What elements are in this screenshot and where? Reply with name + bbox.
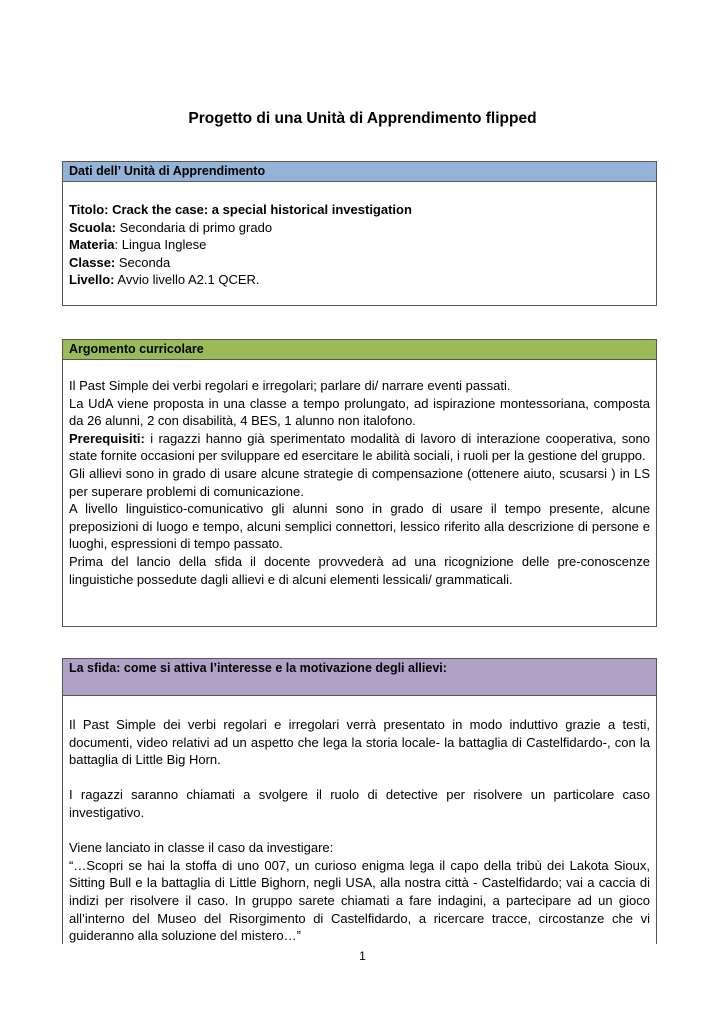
subject-value: : Lingua Inglese [114,237,207,253]
school-value: Secondaria di primo grado [115,219,273,235]
unit-data-body [63,182,656,289]
class-label: Classe: [69,254,116,270]
curricular-topic-body [63,360,656,588]
prerequisites-label: Prerequisiti: [69,430,145,446]
prerequisites-text: i ragazzi hanno già sperimentato modalità di lavoro di interazione cooperativa, sono state fornite occasioni per sviluppare ed esercitare le abilità sociali, i ruoli per la gestione del gruppo. [69,430,650,464]
level-label: Livello: [69,272,115,288]
page-title: Progetto di una Unità di Apprendimento flipped [188,110,537,127]
topic-paragraph: Il Past Simple dei verbi regolari e irregolari; parlare di/ narrare eventi passati. [69,378,511,393]
curricular-topic-box [62,339,657,627]
unit-title-line: Titolo: Crack the case: a special historical investigation [69,202,412,217]
challenge-quote: “…Scopri se hai la stoffa di uno 007, un curioso enigma lega il capo della tribù dei Lakota Sioux, Sitting Bull e la battaglia di Little Bighorn, negli USA, alla nostra città - Castelfidardo; vai a caccia di indizi per risolvere il caso. In gruppo sarete chiamati a fare indagini, a partecipare ad un gioco all’interno del Museo del Risorgimento di Castelfidardo, a ricercare tracce, circostanze che vi guideranno alla soluzione del mistero…” [69,857,650,944]
class-description-paragraph: La UdA viene proposta in una classe a tempo prolungato, ad ispirazione montessoriana, composta da 26 alunni, 2 con disabilità, 4 BES, 1 alunno non italofono. [69,395,650,429]
subject-line [69,236,650,254]
unit-data-box [62,161,657,306]
challenge-body [63,696,656,945]
strategies-paragraph: Gli allievi sono in grado di usare alcune strategie di compensazione (ottenere aiuto, scusarsi ) in LS per superare problemi di comunicazione. [69,465,650,499]
curricular-topic-heading: Argomento curricolare [63,340,656,360]
challenge-paragraph-2: I ragazzi saranno chiamati a svolgere il ruolo di detective per risolvere un particolare caso investigativo. [69,787,650,820]
school-line [69,219,650,237]
level-value: Avvio livello A2.1 QCER. [114,272,260,288]
preknowledge-paragraph: Prima del lancio della sfida il docente provvederà ad una ricognizione delle pre-conoscenze linguistiche possedute dagli allievi e di alcuni elementi lessicali/ grammaticali. [69,553,650,587]
level-line [69,271,650,289]
challenge-heading: La sfida: come si attiva l’interesse e la motivazione degli allievi: [63,659,656,696]
subject-label: Materia [69,237,115,253]
page-number: 1 [359,949,366,963]
challenge-paragraph-3: Viene lanciato in classe il caso da investigare: [69,840,334,856]
challenge-paragraph-1: Il Past Simple dei verbi regolari e irregolari verrà presentato in modo induttivo grazie a testi, documenti, video relativi ad un aspetto che lega la storia locale- la battaglia di Castelfidardo-, con la battaglia di Little Big Horn. [69,717,650,768]
class-value: Seconda [115,254,171,270]
school-label: Scuola: [69,219,116,235]
challenge-box [62,658,657,944]
class-line [69,254,650,272]
unit-data-heading: Dati dell’ Unità di Apprendimento [63,162,656,182]
linguistic-level-paragraph: A livello linguistico-comunicativo gli alunni sono in grado di usare il tempo presente, alcune preposizioni di luogo e tempo, alcuni semplici connettori, lessico riferito alla descrizione di persone e luoghi, espressioni di tempo passato. [69,501,650,552]
prerequisites-paragraph [69,430,650,465]
